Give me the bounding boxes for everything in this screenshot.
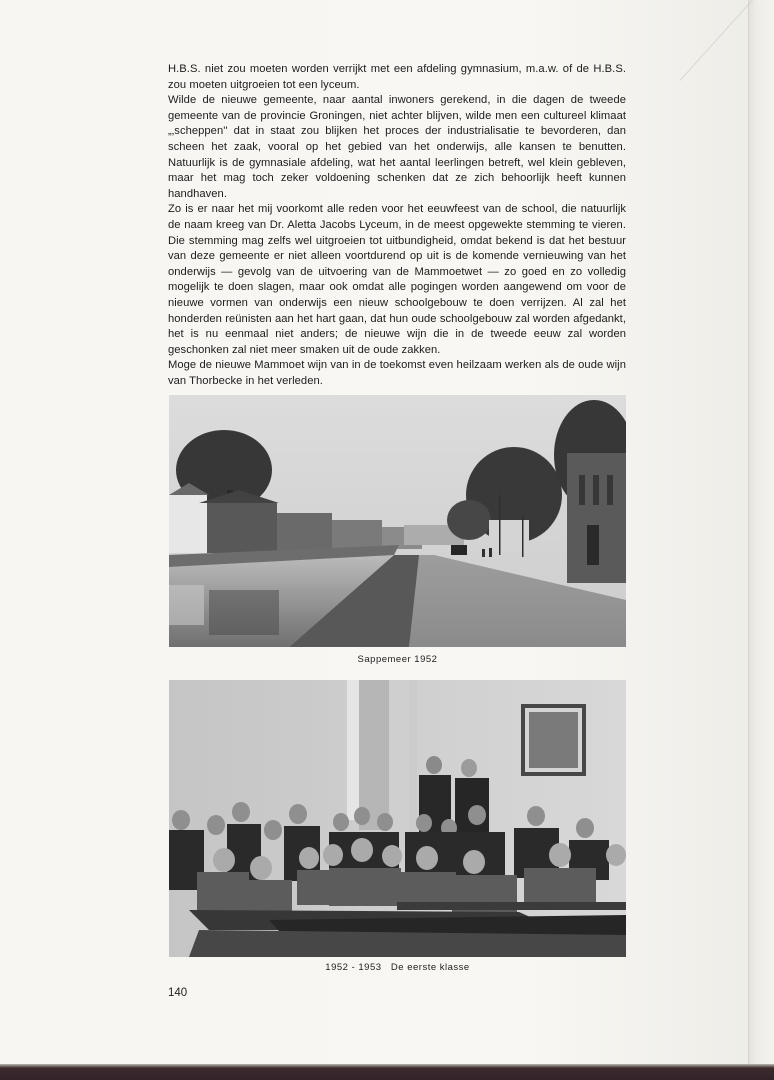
photo-caption-street: Sappemeer 1952 bbox=[357, 654, 438, 665]
body-text bbox=[168, 62, 626, 389]
paragraph-3: Zo is er naar het mij voorkomt alle reden voor het eeuwfeest van de school, die natuurlijk de naam kreeg van Dr. Aletta Jacobs Lyceum, in de meest opgewekte stemming te vieren. Die stemming mag zelfs wel uitgroeien tot uitbundigheid, omdat bekend is dat het bestuur van deze gemeente er niet alleen voortdurend op uit is de komende vernieuwing van het onderwijs — gevolg van de uitvoering van de Mammoetwet — zo goed en zo volledig mogelijk te doen slagen, maar ook omdat alle pogingen worden aangewend om voor de nieuwe vormen van onderwijs een nieuw schoolgebouw te doen verrijzen. Al zal het honderden reünisten aan het hart gaan, dat hun oude schoolgebouw zal worden afgedankt, het is nu eenmaal niet anders; de nieuwe wijn die in de tweede eeuw zal worden geschonken zal niet meer smaken uit de oude zakken. bbox=[168, 203, 626, 356]
page-number: 140 bbox=[168, 987, 188, 999]
paragraph-1: H.B.S. niet zou moeten worden verrijkt met een afdeling gymnasium, m.a.w. of de H.B.S. zou moeten uitgroeien tot een lyceum. bbox=[168, 63, 626, 91]
paragraph-4: Moge de nieuwe Mammoet wijn van in de toekomst even heilzaam werken als de oude wijn van Thorbecke in het verleden. bbox=[168, 359, 626, 387]
street-scene-image bbox=[169, 395, 626, 647]
paragraph-2: Wilde de nieuwe gemeente, naar aantal inwoners gerekend, in die dagen de tweede gemeente van de provincie Groningen, niet achter blijven, wilde men een cultureel klimaat „‚scheppen'' dat in staat zou blijken het proces der industrialisatie te bevorderen, dan scheen het zaak, vooral op het gebied van het onderwijs, alle kansen te benutten. Natuurlijk is de gymnasiale afdeling, wat het aantal leerlingen betreft, wel klein gebleven, maar het mag toch zeker voldoening schenken dat ze zich behoorlijk heeft kunnen handhaven. bbox=[168, 94, 626, 200]
photo-caption-classroom: 1952 - 1953 De eerste klasse bbox=[325, 962, 470, 973]
background-surface bbox=[0, 1064, 774, 1080]
classroom-scene-image bbox=[169, 680, 626, 957]
page-spine-edge bbox=[748, 0, 774, 1064]
classroom-group-photo bbox=[169, 680, 626, 957]
canal-street-photo bbox=[169, 395, 626, 647]
